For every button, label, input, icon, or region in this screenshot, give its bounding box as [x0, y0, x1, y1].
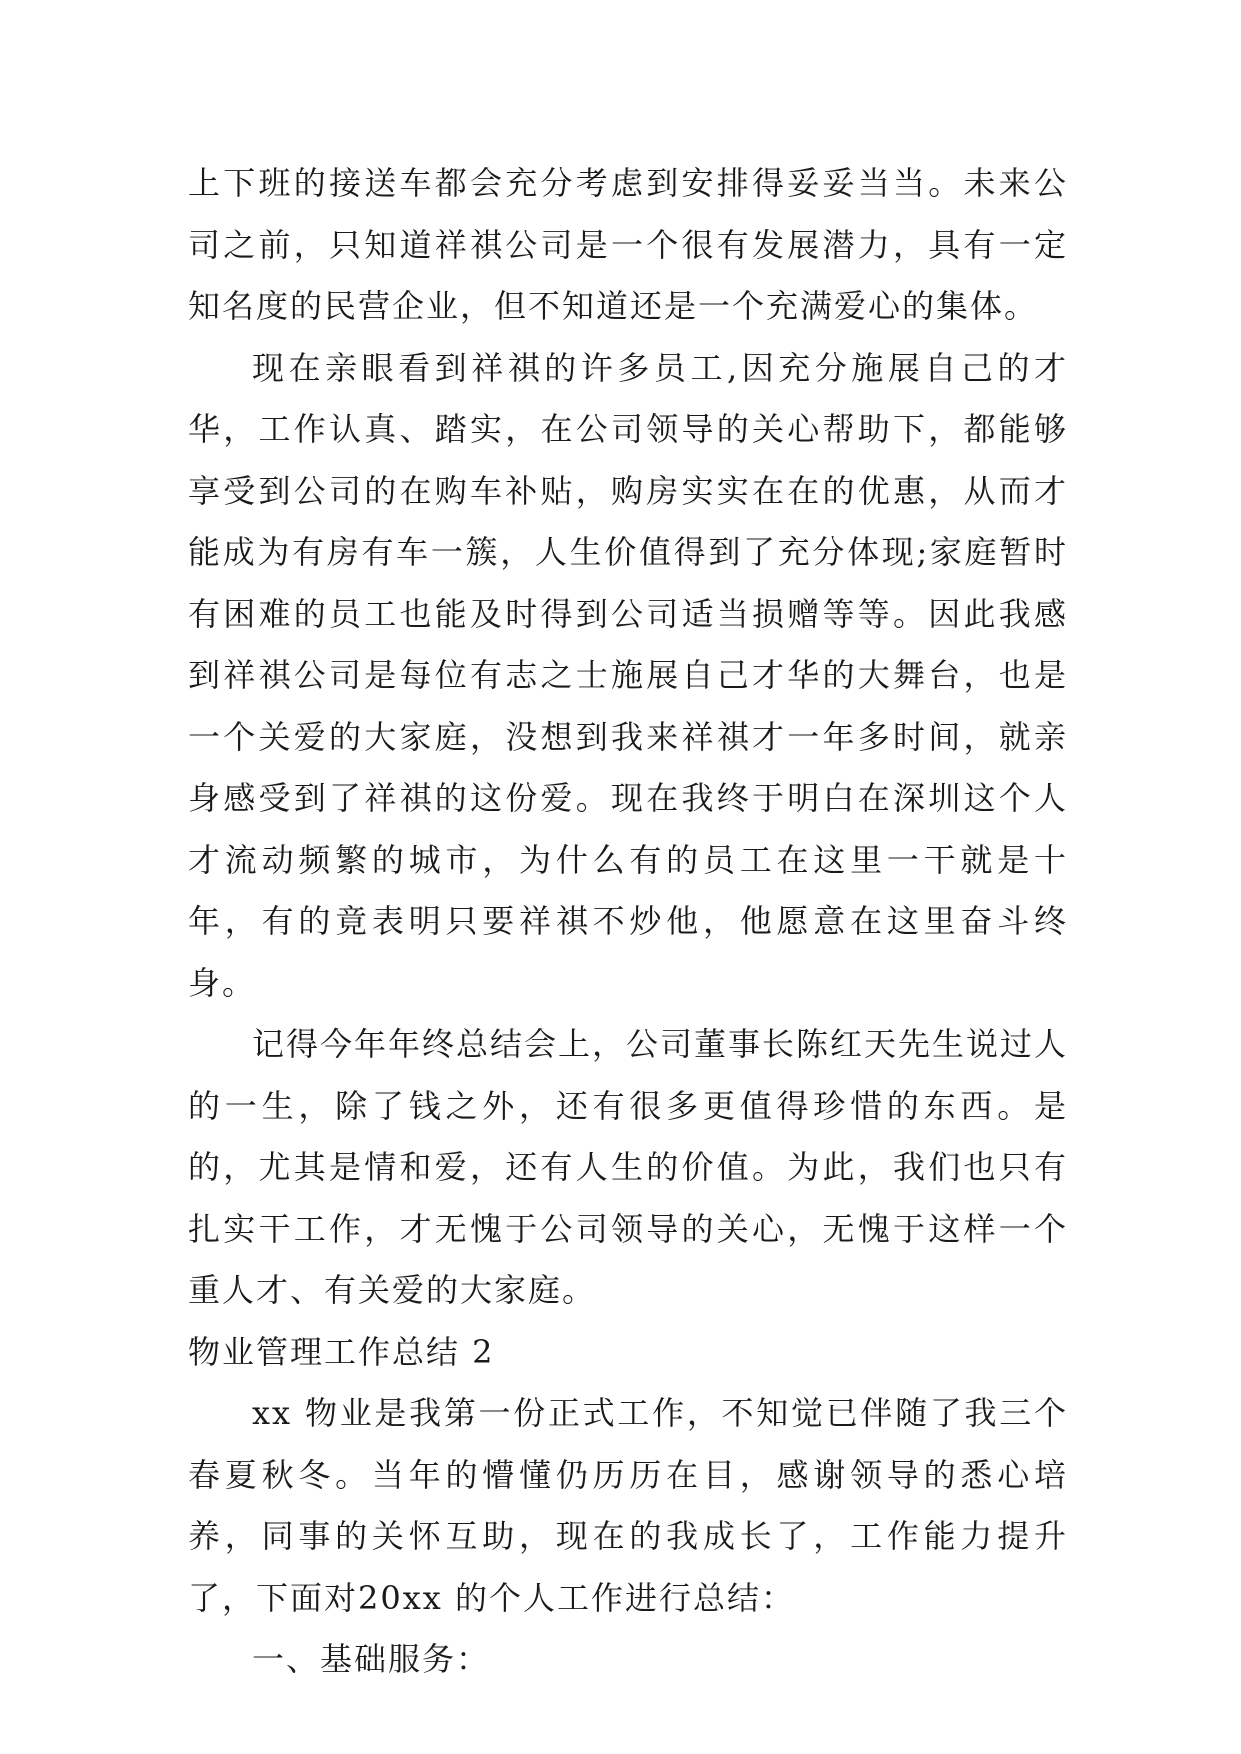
paragraph: xx 物业是我第一份正式工作，不知觉已伴随了我三个春夏秋冬。当年的懵懂仍历历在目，感谢领导的悉心培养，同事的关怀互助，现在的我成长了，工作能力提升了，下面对20xx 的个人工作进行总结： — [188, 1394, 1068, 1617]
subsection-heading: 一、基础服务： — [252, 1640, 491, 1678]
paragraph: 记得今年年终总结会上，公司董事长陈红天先生说过人的一生，除了钱之外，还有很多更值得珍惜的东西。是的，尤其是情和爱，还有人生的价值。为此，我们也只有扎实干工作，才无愧于公司领导的关心，无愧于这样一个重人才、有关爱的大家庭。 — [188, 1025, 1069, 1309]
document-body — [188, 153, 1068, 1691]
paragraph: 现在亲眼看到祥祺的许多员工,因充分施展自己的才华，工作认真、踏实，在公司领导的关心帮助下，都能够享受到公司的在购车补贴，购房实实在在的优惠，从而才能成为有房有车一簇，人生价值得到了充分体现;家庭暂时有困难的员工也能及时得到公司适当损赠等等。因此我感到祥祺公司是每位有志之士施展自己才华的大舞台，也是一个关爱的大家庭，没想到我来祥祺才一年多时间，就亲身感受到了祥祺的这份爱。现在我终于明白在深圳这个人才流动频繁的城市，为什么有的员工在这里一干就是十年，有的竟表明只要祥祺不炒他，他愿意在这里奋斗终身。 — [188, 348, 1068, 1002]
paragraph-continuation: 上下班的接送车都会充分考虑到安排得妥妥当当。未来公司之前，只知道祥祺公司是一个很有发展潜力，具有一定知名度的民营企业，但不知道还是一个充满爱心的集体。 — [188, 164, 1068, 325]
section-heading: 物业管理工作总结 2 — [188, 1332, 495, 1371]
